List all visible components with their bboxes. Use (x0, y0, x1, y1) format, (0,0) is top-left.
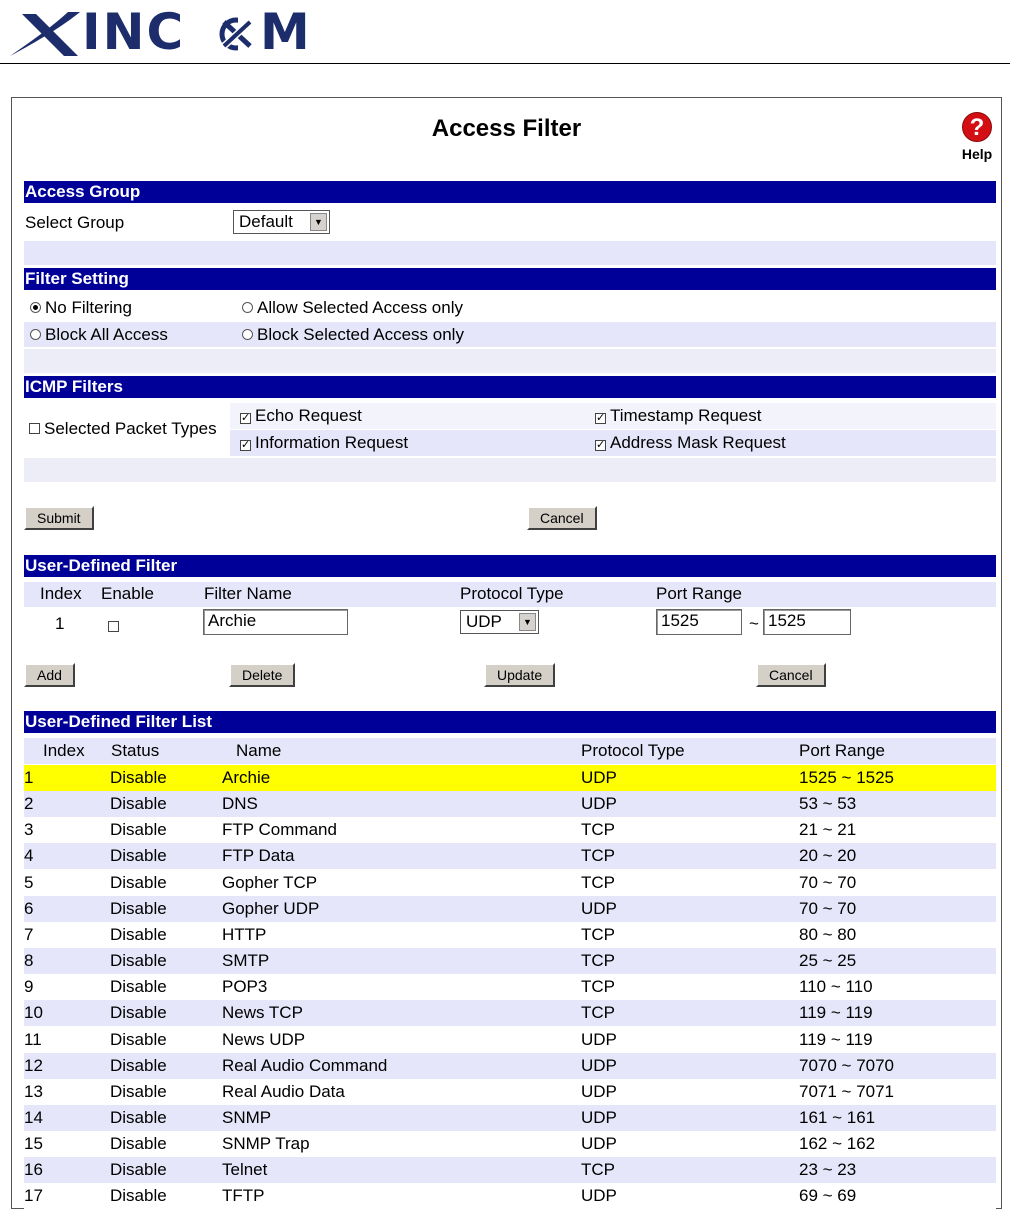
row-protocol: UDP (581, 898, 617, 918)
row-status: Disable (110, 977, 167, 997)
no-filtering-option[interactable] (30, 298, 132, 318)
row-protocol: UDP (581, 768, 617, 787)
filter-list-header: User-Defined Filter List (24, 711, 996, 733)
row-protocol: UDP (581, 794, 617, 814)
row-index: 5 (24, 872, 34, 892)
row-protocol: TCP (581, 977, 615, 997)
checkbox-checked-icon[interactable]: ✓ (596, 412, 606, 424)
col-protocol-type: Protocol Type (460, 584, 564, 603)
selected-packet-types-label: Selected Packet Types (44, 419, 217, 438)
row-port-range: 70 ~ 70 (799, 898, 857, 918)
page-title: Access Filter (431, 115, 582, 142)
row-index: 6 (24, 898, 34, 918)
row-name: Archie (222, 768, 271, 787)
row-protocol: UDP (581, 1029, 617, 1049)
row-port-range: 21 ~ 21 (799, 820, 857, 840)
filter-list-row[interactable] (24, 1183, 996, 1209)
col-filter-name: Filter Name (204, 584, 292, 603)
row-status: Disable (110, 768, 167, 787)
enable-checkbox[interactable] (108, 621, 119, 632)
header-divider (0, 63, 1010, 64)
list-col-port-range: Port Range (799, 741, 885, 760)
no-filtering-label: No Filtering (45, 298, 132, 317)
radio-icon[interactable] (242, 329, 253, 340)
row-status: Disable (110, 872, 167, 892)
col-port-range: Port Range (656, 584, 742, 603)
filter-index-value: 1 (55, 614, 65, 633)
row-port-range: 162 ~ 162 (799, 1134, 876, 1154)
protocol-select[interactable] (460, 610, 539, 634)
filter-list-row[interactable] (24, 896, 996, 922)
row-index: 2 (24, 794, 34, 814)
row-protocol: TCP (581, 1003, 615, 1023)
allow-selected-option[interactable] (242, 298, 463, 318)
delete-button[interactable]: Delete (229, 663, 295, 687)
row-port-range: 110 ~ 110 (799, 977, 873, 997)
timestamp-request-option[interactable] (595, 406, 761, 426)
row-name: HTTP (222, 924, 267, 944)
row-status: Disable (110, 1055, 167, 1075)
filter-list-col-header (24, 738, 996, 764)
group-select[interactable] (233, 210, 330, 234)
row-protocol: TCP (581, 872, 615, 892)
allow-selected-label: Allow Selected Access only (257, 298, 463, 317)
checkbox-icon[interactable] (29, 423, 40, 434)
row-index: 3 (24, 820, 34, 840)
row-name: FTP Command (222, 820, 337, 840)
row-protocol: TCP (581, 846, 615, 866)
row-status: Disable (110, 924, 167, 944)
row-index: 9 (24, 977, 34, 997)
address-mask-request-option[interactable] (595, 433, 786, 453)
filter-list-row[interactable] (24, 1053, 996, 1079)
row-name: SNMP (222, 1107, 272, 1127)
row-status: Disable (110, 898, 167, 918)
filter-name-input[interactable]: Archie (203, 609, 348, 635)
row-index: 13 (24, 1081, 43, 1101)
block-all-option[interactable] (30, 325, 168, 345)
cancel-filter-button[interactable]: Cancel (756, 663, 826, 687)
row-status: Disable (110, 1029, 167, 1049)
row-index: 4 (24, 846, 34, 866)
block-selected-label: Block Selected Access only (257, 325, 464, 344)
row-status: Disable (110, 1160, 167, 1180)
block-selected-option[interactable] (242, 325, 464, 345)
row-protocol: TCP (581, 951, 615, 971)
row-index: 10 (24, 1003, 43, 1023)
row-port-range: 161 ~ 161 (799, 1107, 876, 1127)
row-protocol: UDP (581, 1081, 617, 1101)
row-index: 7 (24, 924, 34, 944)
logo-text-inc: INC (82, 3, 186, 61)
radio-selected-icon[interactable] (30, 302, 41, 313)
row-name: POP3 (222, 977, 268, 997)
row-port-range: 119 ~ 119 (799, 1029, 873, 1049)
checkbox-checked-icon[interactable]: ✓ (241, 412, 251, 424)
update-button[interactable]: Update (484, 663, 555, 687)
filter-list-row[interactable] (24, 1027, 996, 1053)
row-port-range: 53 ~ 53 (799, 794, 857, 814)
filter-list-row[interactable] (24, 791, 996, 817)
checkbox-checked-icon[interactable]: ✓ (241, 439, 251, 451)
row-index: 11 (24, 1029, 42, 1049)
filter-list-row[interactable] (24, 1157, 996, 1183)
list-col-status: Status (111, 741, 160, 760)
row-name: News UDP (222, 1029, 306, 1049)
block-all-label: Block All Access (45, 325, 168, 344)
list-col-index: Index (43, 741, 85, 760)
row-status: Disable (110, 1186, 167, 1206)
filter-row-1 (24, 295, 996, 320)
filter-list-row[interactable] (24, 1079, 996, 1105)
filter-list-row[interactable] (24, 974, 996, 1000)
row-status: Disable (110, 951, 167, 971)
chevron-down-icon[interactable]: ▼ (310, 213, 327, 231)
list-col-name: Name (236, 741, 282, 760)
row-status: Disable (110, 1134, 167, 1154)
row-port-range: 119 ~ 119 (799, 1003, 873, 1023)
icmp-filters-header: ICMP Filters (24, 376, 996, 398)
help-icon[interactable]: ? (962, 112, 992, 142)
selected-packet-types-option[interactable] (29, 419, 217, 439)
filter-list-row[interactable] (24, 765, 996, 791)
row-status: Disable (110, 846, 167, 866)
row-port-range: 69 ~ 69 (799, 1186, 857, 1206)
port-separator: ~ (749, 614, 759, 633)
radio-icon[interactable] (30, 329, 41, 340)
timestamp-request-label: Timestamp Request (610, 406, 762, 425)
row-index: 14 (24, 1107, 43, 1127)
logo-text-m: M (260, 3, 310, 61)
row-index: 8 (24, 951, 34, 971)
row-port-range: 80 ~ 80 (799, 924, 857, 944)
information-request-option[interactable] (240, 433, 408, 453)
row-port-range: 7071 ~ 7071 (799, 1081, 895, 1101)
echo-request-label: Echo Request (255, 406, 362, 425)
row-protocol: UDP (581, 1107, 617, 1127)
filter-list-row[interactable] (24, 870, 996, 896)
echo-request-option[interactable] (240, 406, 362, 426)
row-port-range: 25 ~ 25 (799, 951, 857, 971)
user-defined-filter-header: User-Defined Filter (24, 555, 996, 577)
row-name: FTP Data (222, 846, 295, 866)
row-name: DNS (222, 794, 258, 814)
radio-icon[interactable] (242, 302, 253, 313)
add-button[interactable]: Add (24, 663, 75, 687)
filter-list-row[interactable] (24, 1131, 996, 1157)
cancel-button[interactable]: Cancel (527, 506, 597, 530)
row-port-range: 23 ~ 23 (799, 1160, 857, 1180)
select-group-label: Select Group (25, 213, 125, 232)
list-col-protocol: Protocol Type (581, 741, 685, 760)
address-mask-request-label: Address Mask Request (610, 433, 786, 452)
row-name: News TCP (222, 1003, 303, 1023)
filter-list-row[interactable] (24, 1105, 996, 1131)
access-filter-panel (11, 97, 1002, 1209)
row-port-range: 7070 ~ 7070 (799, 1055, 895, 1075)
row-name: Gopher UDP (222, 898, 320, 918)
protocol-select-value: UDP (466, 612, 502, 631)
row-name: Real Audio Data (222, 1081, 345, 1101)
filter-row-2 (24, 322, 996, 347)
checkbox-checked-icon[interactable]: ✓ (596, 439, 606, 451)
access-group-spacer (24, 241, 996, 265)
row-name: TFTP (222, 1186, 265, 1206)
filter-list-row[interactable] (24, 1000, 996, 1026)
row-index: 16 (24, 1160, 43, 1180)
submit-button[interactable]: Submit (24, 506, 94, 530)
icmp-spacer (24, 458, 996, 482)
row-protocol: TCP (581, 924, 615, 944)
row-index: 17 (24, 1186, 43, 1206)
filter-setting-header: Filter Setting (24, 268, 996, 290)
filter-list-row[interactable] (24, 817, 996, 843)
row-name: SMTP (222, 951, 270, 971)
row-name: SNMP Trap (222, 1134, 310, 1154)
group-select-value: Default (239, 212, 293, 231)
filter-list-row[interactable] (24, 843, 996, 869)
row-status: Disable (110, 1081, 167, 1101)
row-protocol: TCP (581, 820, 615, 840)
port-from-input[interactable]: 1525 (656, 609, 742, 635)
xincom-logo (8, 3, 318, 61)
row-port-range: 20 ~ 20 (799, 846, 857, 866)
information-request-label: Information Request (255, 433, 409, 452)
row-name: Real Audio Command (222, 1055, 388, 1075)
access-group-header: Access Group (24, 181, 996, 203)
row-status: Disable (110, 794, 167, 814)
row-port-range: 70 ~ 70 (799, 872, 857, 892)
row-status: Disable (110, 1003, 167, 1023)
row-protocol: TCP (581, 1160, 615, 1180)
help-button[interactable] (957, 112, 997, 162)
filter-list-row[interactable] (24, 948, 996, 974)
row-index: 15 (24, 1134, 43, 1154)
filter-setting-spacer (24, 349, 996, 373)
row-protocol: UDP (581, 1055, 617, 1075)
row-port-range: 1525 ~ 1525 (799, 768, 895, 787)
row-protocol: UDP (581, 1186, 617, 1206)
col-index: Index (40, 584, 82, 603)
row-index: 1 (24, 768, 34, 787)
col-enable: Enable (101, 584, 154, 603)
help-label[interactable]: Help (961, 146, 993, 162)
chevron-down-icon[interactable]: ▼ (519, 613, 536, 631)
row-name: Gopher TCP (222, 872, 318, 892)
row-status: Disable (110, 820, 167, 840)
port-to-input[interactable]: 1525 (763, 609, 851, 635)
row-status: Disable (110, 1107, 167, 1127)
row-index: 12 (24, 1055, 43, 1075)
filter-list-row[interactable] (24, 922, 996, 948)
row-name: Telnet (222, 1160, 268, 1180)
row-protocol: UDP (581, 1134, 617, 1154)
